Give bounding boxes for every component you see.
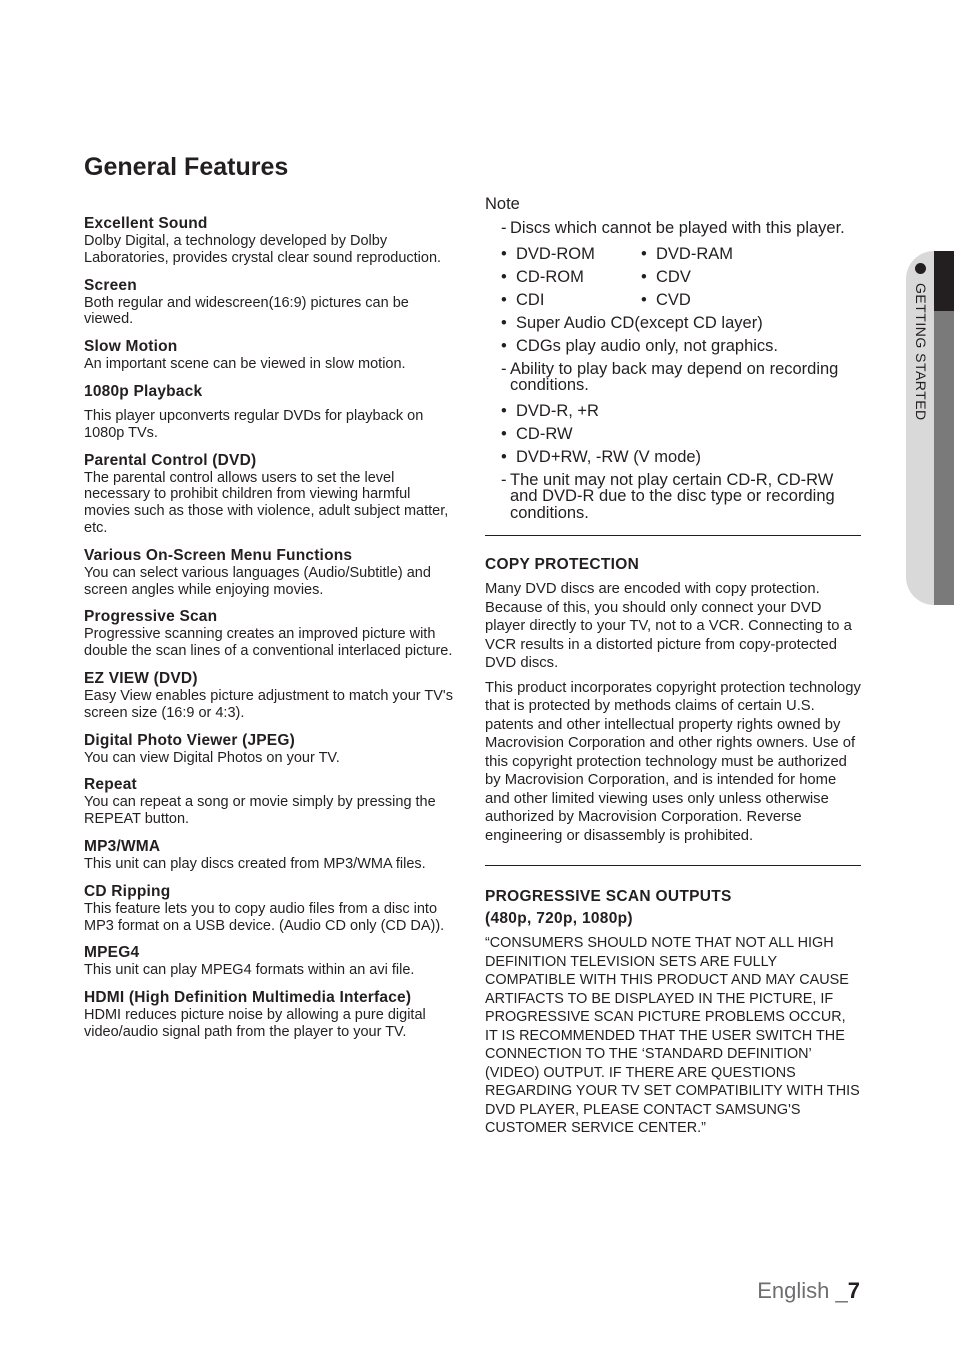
section-heading: COPY PROTECTION [485,556,640,573]
feature-desc: This unit can play MPEG4 formats within an avi file. [84,962,415,979]
feature-desc: This player upconverts regular DVDs for playback on 1080p TVs. [84,407,424,441]
note-text: CD-RW [516,424,573,443]
disc-type: CDI [516,290,545,309]
copy-protection-section [485,554,861,845]
feature-hdmi [84,989,460,1041]
feature-desc: HDMI reduces picture noise by allowing a pure digital video/audio signal path from the player to your TV. [84,1007,426,1040]
divider [485,865,861,866]
feature-excellent-sound [84,215,460,267]
section-paragraph: This product incorporates copyright protection technology that is protected by methods claims of certain U.S. patents and other intellectual property rights owned by Macrovision Corporation and other rights owners. Use of this copyright protection technology must be authorized by Macrovision Corporation, and is intended for home and other limited viewing uses only unless otherwise authorized by Macrovision Corporation. Reverse engineering or disassembly is prohibited. [485,679,861,844]
disc-pair-row: • CD-ROM • CDV [501,267,691,286]
section-subheading: (480p, 720p, 1080p) [485,910,633,927]
feature-slow-motion [84,338,460,373]
feature-title: Progressive Scan [84,608,218,626]
feature-cd-ripping [84,883,460,935]
feature-desc: This unit can play discs created from MP3/WMA files. [84,855,426,872]
notes-column [485,194,861,1138]
section-paragraph: “CONSUMERS SHOULD NOTE THAT NOT ALL HIGH DEFINITION TELEVISION SETS ARE FULLY COMPATIBLE WITH THIS PRODUCT AND MAY CAUSE ARTIFACTS TO BE DISPLAYED IN THE PICTURE, IF PROGRESSIVE SCAN PICTURE PROBLEMS OCCUR, IT IS RECOMMENDED THAT THE USER SWITCH THE CONNECTION TO THE ‘STANDARD DEFINITION’ (VIDEO) OUTPUT. IF THERE ARE QUESTIONS REGARDING YOUR TV SET COMPATIBILITY WITH THIS DVD PLAYER, PLEASE CONTACT SAMSUNG'S CUSTOMER SERVICE CENTER.” [485,935,860,1136]
feature-title: Various On-Screen Menu Functions [84,546,353,564]
note-dash-item: - Discs which cannot be played with this player. [501,219,845,237]
note-text: DVD+RW, -RW (V mode) [516,447,702,466]
feature-title: Excellent Sound [84,215,208,232]
page-footer [757,1278,860,1304]
feature-desc: Easy View enables picture adjustment to match your TV's screen size (16:9 or 4:3). [84,687,453,721]
note-bullet: • CD-RW [501,424,573,443]
feature-title: Parental Control (DVD) [84,451,257,469]
feature-desc: Progressive scanning creates an improved picture with double the scan lines of a conventional interlaced picture. [84,626,453,660]
note-text: Discs which cannot be played with this player. [510,219,845,237]
progressive-scan-section [485,886,861,1138]
feature-desc: Both regular and widescreen(16:9) pictures can be viewed. [84,294,409,328]
feature-ez-view [84,670,460,722]
feature-desc: You can view Digital Photos on your TV. [84,749,340,766]
feature-title: Repeat [84,776,137,794]
disc-pair-row: • CDI • CVD [501,290,691,309]
section-heading: PROGRESSIVE SCAN OUTPUTS [485,888,732,905]
feature-screen [84,277,460,329]
feature-desc: This feature lets you to copy audio files from a disc into MP3 format on a USB device. (Audio CD only (CD DA)). [84,900,445,934]
page-number: 7 [847,1278,860,1303]
section-paragraph: Many DVD discs are encoded with copy protection. Because of this, you should only connect your DVD player directly to your TV, not to a VCR. Connecting to a VCR results in a distorted picture from copy-protected DVD discs. [485,581,852,671]
note-text: The unit may not play certain CD-R, CD-RW and DVD-R due to the disc type or recording conditions. [510,470,835,522]
feature-desc: You can select various languages (Audio/Subtitle) and screen angles while enjoying movies. [84,564,431,598]
feature-mpeg4 [84,944,460,979]
disc-type: CD-ROM [516,267,584,286]
note-text: Ability to play back may depend on recording conditions. [510,359,839,394]
feature-title: MP3/WMA [84,837,161,855]
features-column [84,215,460,1051]
side-tab-label: GETTING STARTED [913,283,929,421]
note-title: Note [485,195,520,213]
feature-title: Slow Motion [84,338,178,356]
disc-type: CVD [656,290,691,309]
feature-1080p-playback [84,383,460,442]
note-text: DVD-R, +R [516,401,599,420]
disc-type: CDV [656,267,691,286]
disc-type: DVD-RAM [656,244,733,263]
divider [485,535,861,536]
page-title: General Features [84,153,289,181]
feature-desc: You can repeat a song or movie simply by pressing the REPEAT button. [84,794,436,828]
feature-desc: Dolby Digital, a technology developed by Dolby Laboratories, provides crystal clear sound reproduction. [84,233,442,266]
note-bullet: • DVD+RW, -RW (V mode) [501,447,702,466]
feature-desc: The parental control allows users to set the level necessary to prohibit children from viewing harmful movies such as those with violence, adult subject matter, etc. [84,469,449,536]
note-dash-item: - Ability to play back may depend on recording conditions. [501,361,861,394]
note-bullet: • DVD-R, +R [501,401,599,420]
feature-title: EZ VIEW (DVD) [84,669,198,687]
note-bullet: • CDGs play audio only, not graphics. [501,336,778,355]
feature-repeat [84,776,460,828]
note-dash-item: - The unit may not play certain CD-R, CD-RW and DVD-R due to the disc type or recording conditions. [501,472,861,522]
footer-language: English _ [757,1278,848,1303]
feature-title: MPEG4 [84,944,140,962]
feature-title: Screen [84,276,137,294]
feature-desc: An important scene can be viewed in slow motion. [84,356,406,373]
disc-pair-row: • DVD-ROM • DVD-RAM [501,244,733,263]
feature-progressive-scan [84,608,460,660]
feature-digital-photo-viewer [84,732,460,767]
note-bullet: • Super Audio CD(except CD layer) [501,313,763,332]
note-text: Super Audio CD(except CD layer) [516,313,763,332]
feature-title: HDMI (High Definition Multimedia Interface) [84,989,412,1007]
bullet-dot-icon [915,263,926,274]
feature-mp3-wma [84,838,460,873]
disc-type: DVD-ROM [516,244,595,263]
feature-title: Digital Photo Viewer (JPEG) [84,731,295,749]
feature-parental-control [84,452,460,537]
note-text: CDGs play audio only, not graphics. [516,336,778,355]
feature-title: CD Ripping [84,882,171,900]
feature-title: 1080p Playback [84,382,203,400]
feature-on-screen-menu [84,547,460,599]
side-tab-marker [934,251,954,311]
